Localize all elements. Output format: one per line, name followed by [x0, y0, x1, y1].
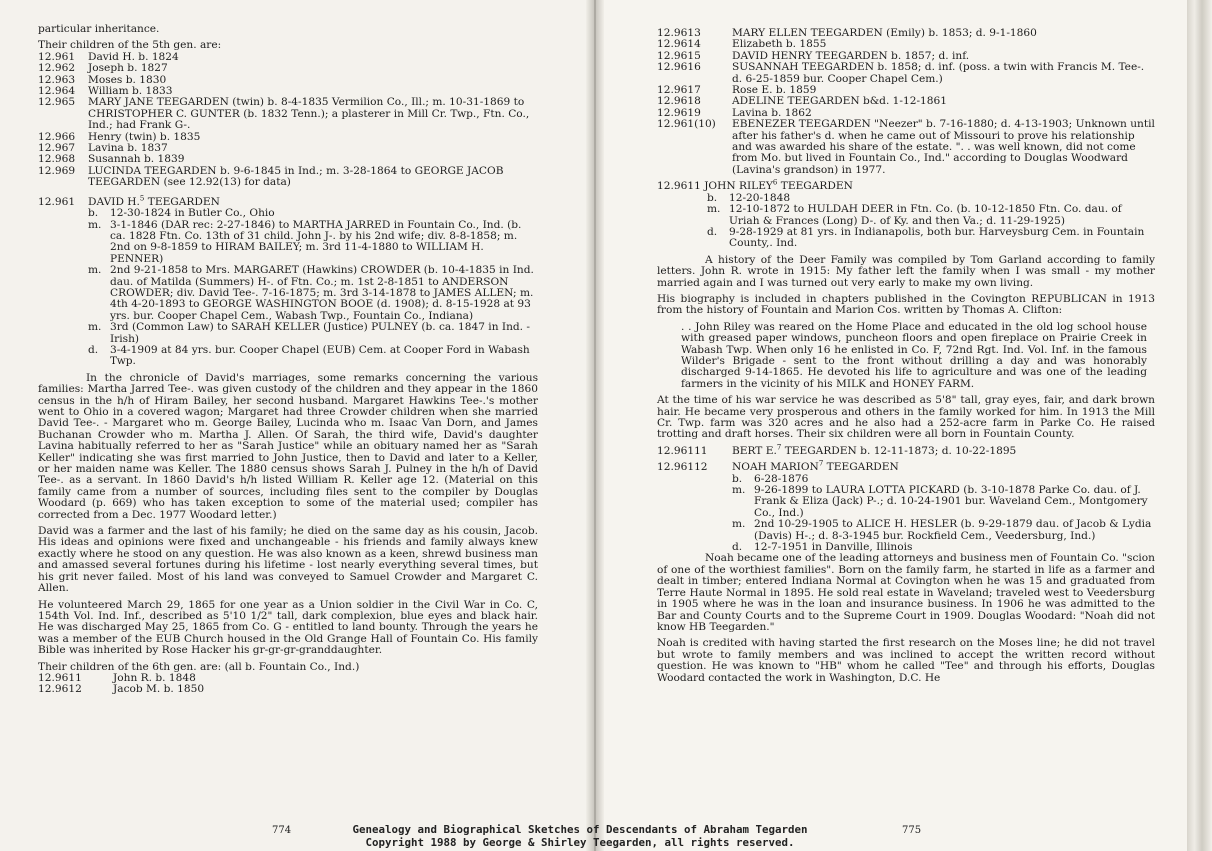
page-footer: [300, 823, 860, 849]
paragraph-noah-research: Noah is credited with having started the first research on the Moses line; he did not travel but wrote to family members and was inclined to accept the written record without question. He was known to "HB" whom he called "Tee" and through his efforts, Douglas Woodard contacted the work in Washington, D.C. He: [657, 637, 1155, 684]
paragraph-biography: His biography is included in chapters published in the Covington REPUBLICAN in 1913 from the history of Fountain and Marion Cos. written by Thomas A. Clifton:: [657, 292, 1155, 317]
david-marriage-3: m. 3rd (Common Law) to SARAH KELLER (Justice) PULNEY (b. ca. 1847 in Ind. - Irish): [88, 321, 530, 345]
list-item: 12.968 Susannah b. 1839: [38, 153, 185, 166]
list-item: 12.963 Moses b. 1830: [38, 73, 167, 86]
list-item: 12.9616 SUSANNAH TEEGARDEN b. 1858; d. inf. (poss. a twin with Francis M. Tee-. d. 6-25-1859 bur. Cooper Chapel Cem.): [657, 61, 1145, 85]
list-item: 12.9613 MARY ELLEN TEEGARDEN (Emily) b. 1853; d. 9-1-1860: [657, 27, 1037, 39]
noah-birth: b. 6-28-1876: [732, 472, 809, 485]
book-gutter: [586, 0, 604, 851]
david-marriage-2: m. 2nd 9-21-1858 to Mrs. MARGARET (Hawkins) CROWDER (b. 10-4-1835 in Ind. dau. of Matilda (Summers) H-. of Ftn. Co.; m. 1st 2-8-1851 to ANDERSON CROWDER; div. David Tee-. 7-16-1875; m. 3rd 3-14-1878 to JAMES ALLEN; m. 4th 4-20-1893 to GEORGE WASHINGTON BOOE (d. 1908); d. 8-15-1928 at 93 yrs. bur. Cooper Chapel Cem., Wabash Twp., Fountain Co., Indiana): [88, 264, 534, 322]
list-item: 12.9617 Rose E. b. 1859: [657, 84, 817, 97]
list-item: 12.961(10) EBENEZER TEEGARDEN "Neezer" b. 7-16-1880; d. 4-13-1903; Unknown until after his father's d. when he came out of Missouri to prove his relationship and was awarded his share of the estate. ". . was well known, did not come from Mo. but lived in Fountain Co., Ind." according to Douglas Woodward (Lavina's grandson) in 1977.: [657, 118, 1155, 176]
list-item: 12.965 MARY JANE TEEGARDEN (twin) b. 8-4-1835 Vermilion Co., Ill.; m. 10-31-1869 to CHRISTOPHER C. GUNTER (b. 1832 Tenn.); a plasterer in Mill Cr. Twp., Ftn. Co., Ind.; had Frank G-.: [38, 96, 530, 132]
list-item: 12.962 Joseph b. 1827: [38, 62, 168, 75]
noah-heading: 12.96112 NOAH MARION$^7$ TEEGARDEN: [657, 459, 899, 474]
paragraph-marriages: In the chronicle of David's marriages, some remarks concerning the various families: Martha Jarred Tee-. was given custody of the children and they appear in the 1860 census in the h/h of Hiram Bailey, her second husband. Margaret Hawkins Tee-.'s mother went to Ohio in a covered wagon; Margaret had three Crowder children when she married David Tee-. - Margaret who m. George Bailey, Lucinda who m. Isaac Van Dorn, and James Buchanan Crowder who m. Martha J. Allen. Of Sarah, the third wife, David's daughter Lavina habitually referred to her as "Sarah Justice" while an obituary named her as "Sarah Keller" indicating she was first married to John Justice, then to David and later to a Keller, or her maiden name was Keller. The 1880 census shows Sarah J. Pulney in the h/h of David Tee-. as a servant. In 1860 David's h/h listed William R. Keller age 12. (Material on this family came from a number of sources, including files sent to the compiler by Douglas Woodard (p. 669) who has taken exception to some of the material used; compiler has corrected from a Dec. 1977 Woodard letter.): [38, 371, 538, 521]
paragraph-civil-war: He volunteered March 29, 1865 for one year as a Union soldier in the Civil War in Co. C, 154th Vol. Ind. Inf., described as 5'10 1/2" tall, dark complexion, blue eyes and black hair. He was discharged May 25, 1865 from Co. G - entitled to land bounty. Through the years he was a member of the EUB Church housed in the Old Grange Hall of Fountain Co. His family Bible was inherited by Rose Hacker his gr-gr-gr-granddaughter.: [38, 598, 538, 657]
page-edge: [1187, 0, 1212, 851]
right-page-text: [657, 28, 1155, 684]
list-item: 12.964 William b. 1833: [38, 85, 173, 98]
children-6th-heading: Their children of the 6th gen. are: (all b. Fountain Co., Ind.): [38, 660, 360, 673]
david-heading: 12.961 DAVID H.$^5$ TEEGARDEN: [38, 194, 220, 208]
paragraph-war-service: At the time of his war service he was described as 5'8" tall, gray eyes, fair, and dark brown hair. He became very prosperous and others in the family worked for him. In 1913 the Mill Cr. Twp. farm was 320 acres and he also had a 252-acre farm in Parke Co. He raised trotting and draft horses. Their six children were all born in Fountain County.: [657, 394, 1155, 441]
list-item: 12.969 LUCINDA TEEGARDEN b. 9-6-1845 in Ind.; m. 3-28-1864 to GEORGE JACOB TEEGARDEN (see 12.92(13) for data): [38, 164, 504, 189]
page-number-right: 775: [902, 825, 922, 836]
paragraph-farmer: David was a farmer and the last of his family; he died on the same day as his cousin, Jacob. His ideas and opinions were fixed and unchangeable - his friends and family always knew exactly where he stood on any question. He was also known as a keen, shrewd business man and amassed several fortunes during his lifetime - lost nearly everything several times, but his grit never failed. Most of his land was conveyed to Samuel Crowder and Margaret C. Allen.: [38, 525, 538, 595]
list-item: 12.966 Henry (twin) b. 1835: [38, 130, 201, 143]
children-5th-heading: Their children of the 5th gen. are:: [38, 39, 222, 52]
top-line: particular inheritance.: [38, 23, 160, 35]
list-item: 12.9612 Jacob M. b. 1850: [38, 683, 205, 696]
list-item: 12.9614 Elizabeth b. 1855: [657, 38, 827, 51]
list-item: 12.961 David H. b. 1824: [38, 50, 179, 63]
noah-marriage-2: m. 2nd 10-29-1905 to ALICE H. HESLER (b. 9-29-1879 dau. of Jacob & Lydia (Davis) H-.; d. 8-3-1945 bur. Rockfield Cem., Veedersburg, Ind.): [732, 518, 1152, 542]
john-death: d. 9-28-1929 at 81 yrs. in Indianapolis, both bur. Harveysburg Cem. in Fountain County,. Ind.: [707, 225, 1145, 250]
david-death: d. 3-4-1909 at 84 yrs. bur. Cooper Chapel (EUB) Cem. at Cooper Ford in Wabash Twp.: [88, 343, 530, 368]
list-item: 12.967 Lavina b. 1837: [38, 142, 168, 155]
david-birth: b. 12-30-1824 in Butler Co., Ohio: [88, 207, 275, 220]
footer-title: Genealogy and Biographical Sketches of Descendants of Abraham Tegarden: [352, 823, 808, 836]
list-item: 12.9615 DAVID HENRY TEEGARDEN b. 1857; d. inf.: [657, 49, 970, 62]
left-page-text: [38, 24, 538, 696]
paragraph-noah-career: Noah became one of the leading attorneys and business men of Fountain Co. "scion of one of the worthiest families". Born on the family farm, he started in life as a farmer and dealt in timber; entered Indiana Normal at Covington when he was 15 and graduated from Terre Haute Normal in 1895. He sold real estate in Waveland; traveled west to Veedersburg in 1905 where he was in the loan and insurance business. In 1906 he was admitted to the Bar and County Courts and to the Supreme Court in 1909. Douglas Woodard: "Noah did not know HB Teegarden.": [657, 552, 1155, 633]
noah-death: d. 12-7-1951 in Danville, Illinois: [732, 541, 913, 554]
list-item: 12.9619 Lavina b. 1862: [657, 106, 812, 119]
bert-entry: 12.96111 BERT E.$^7$ TEEGARDEN b. 12-11-1873; d. 10-22-1895: [657, 443, 1017, 457]
list-item: 12.9611 John R. b. 1848: [38, 671, 196, 684]
david-marriage-1: m. 3-1-1846 (DAR rec: 2-27-1846) to MARTHA JARRED in Fountain Co., Ind. (b. ca. 1828 Ftn. Co. 13th of 31 child. John J-. by his 2nd wife; div. 8-8-1858; m. 2nd on 9-8-1859 to HIRAM BAILEY; m. 3rd 11-4-1880 to WILLIAM H. PENNER): [88, 218, 522, 265]
john-heading: 12.9611 JOHN RILEY$^6$ TEEGARDEN: [657, 178, 853, 193]
page-number-left: 774: [272, 825, 292, 836]
john-marriage: m. 12-10-1872 to HULDAH DEER in Ftn. Co. (b. 10-12-1850 Ftn. Co. dau. of Uriah & Frances (Long) D-. of Ky. and then Va.; d. 11-29-1925): [707, 203, 1122, 227]
noah-marriage-1: m. 9-26-1899 to LAURA LOTTA PICKARD (b. 3-10-1878 Parke Co. dau. of J. Frank & Eliza (Jack) P-.; d. 10-24-1901 bur. Waveland Cem., Montgomery Co., Ind.): [732, 484, 1148, 519]
list-item: 12.9618 ADELINE TEEGARDEN b&d. 1-12-1861: [657, 95, 948, 108]
paragraph-deer-family: A history of the Deer Family was compiled by Tom Garland according to family letters. John R. wrote in 1915: My father left the family when I was small - my mother married again and I was turned out very early to make my own living.: [657, 253, 1155, 289]
biography-quote: . . John Riley was reared on the Home Place and educated in the old log school house with greased paper windows, puncheon floors and open fireplace on Prairie Creek in Wabash Twp. When only 16 he enlisted in Co. F, 72nd Rgt. Ind. Vol. Inf. in the famous Wilder's Brigade - sent to the front without drilling a day and was honorably discharged 9-14-1865. He devoted his life to agriculture and was one of the leading farmers in the vicinity of his MILK and HONEY FARM.: [681, 320, 1147, 390]
footer-copyright: Copyright 1988 by George & Shirley Teegarden, all rights reserved.: [365, 836, 795, 849]
john-birth: b. 12-20-1848: [707, 191, 791, 204]
